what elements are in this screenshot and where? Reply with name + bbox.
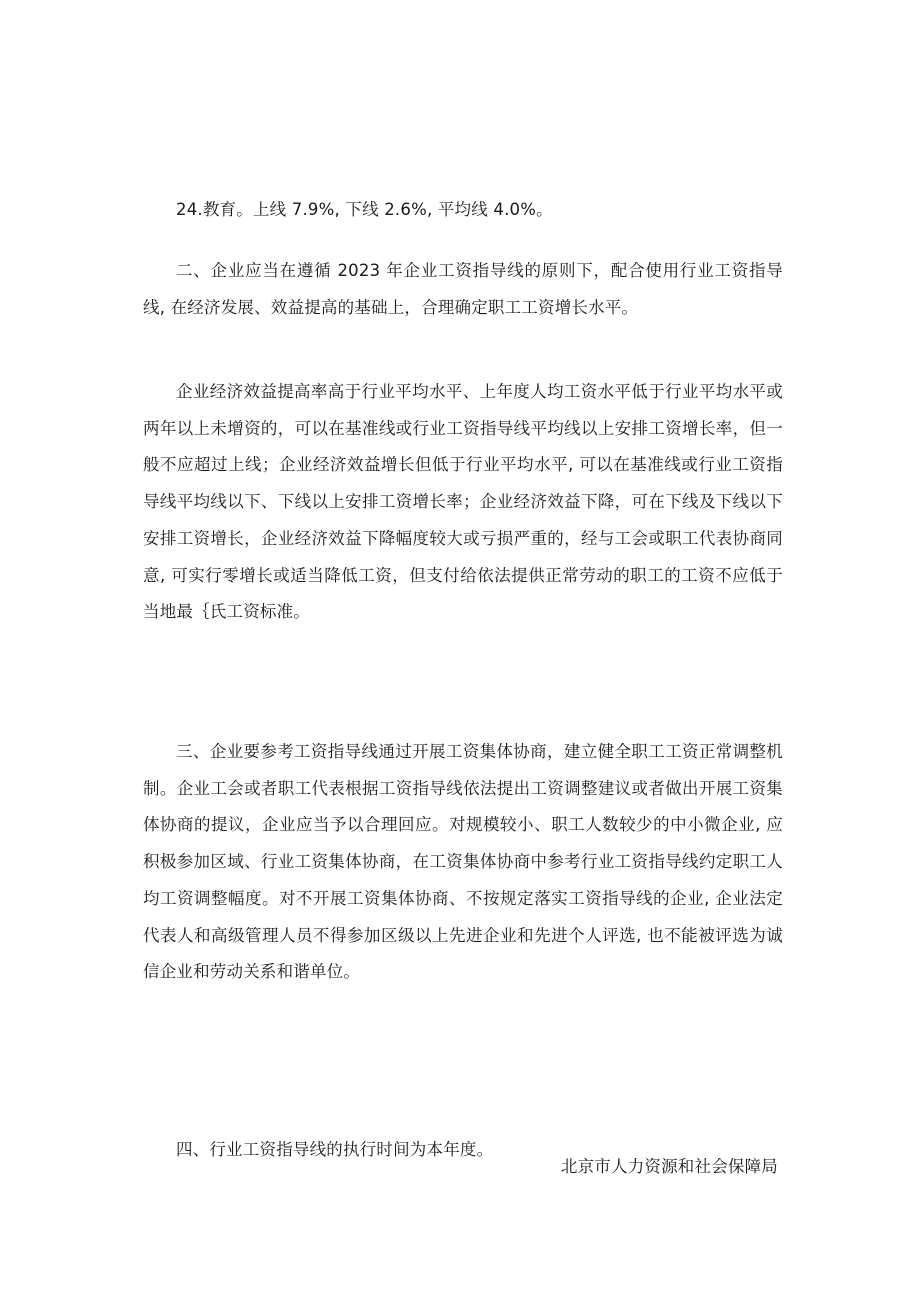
paragraph-education-rates: 24.教育。上线 7.9%, 下线 2.6%, 平均线 4.0%。 — [176, 200, 553, 219]
paragraph-efficiency-rules: 企业经济效益提高率高于行业平均水平、上年度人均工资水平低于行业平均水平或两年以上未增资的，可以在基准线或行业工资指导线平均线以上安排工资增长率，但一般不应超过上线；企业经济效益增长但低于行业平均水平, 可以在基准线或行业工资指导线平均线以下、下线以上安排工资增长率；企业经济效益下降，可在下线及下线以下安排工资增长，企业经济效益下降幅度较大或亏损严重的，经与工会或职工代表协商同意, 可实行零增长或适当降低工资，但支付给依法提供正常劳动的职工的工资不应低于当地最｛氏工资标准。 — [143, 382, 783, 622]
paragraph-section-two: 二、企业应当在遵循 2023 年企业工资指导线的原则下，配合使用行业工资指导线, 在经济发展、效益提高的基础上，合理确定职工工资增长水平。 — [143, 261, 783, 317]
issuer-signature: 北京市人力资源和社会保障局 — [560, 1157, 778, 1176]
paragraph-section-three: 三、企业要参考工资指导线通过开展工资集体协商，建立健全职工工资正常调整机制。企业工会或者职工代表根据工资指导线依法提出工资调整建议或者做出开展工资集体协商的提议，企业应当予以合理回应。对规模较小、职工人数较少的中小微企业, 应积极参加区域、行业工资集体协商，在工资集体协商中参考行业工资指导线约定职工人均工资调整幅度。对不开展工资集体协商、不按规定落实工资指导线的企业, 企业法定代表人和高级管理人员不得参加区级以上先进企业和先进个人评选, 也不能被评选为诚信企业和劳动关系和谐单位。 — [143, 742, 783, 982]
paragraph-section-four: 四、行业工资指导线的执行时间为本年度。 — [176, 1140, 494, 1159]
